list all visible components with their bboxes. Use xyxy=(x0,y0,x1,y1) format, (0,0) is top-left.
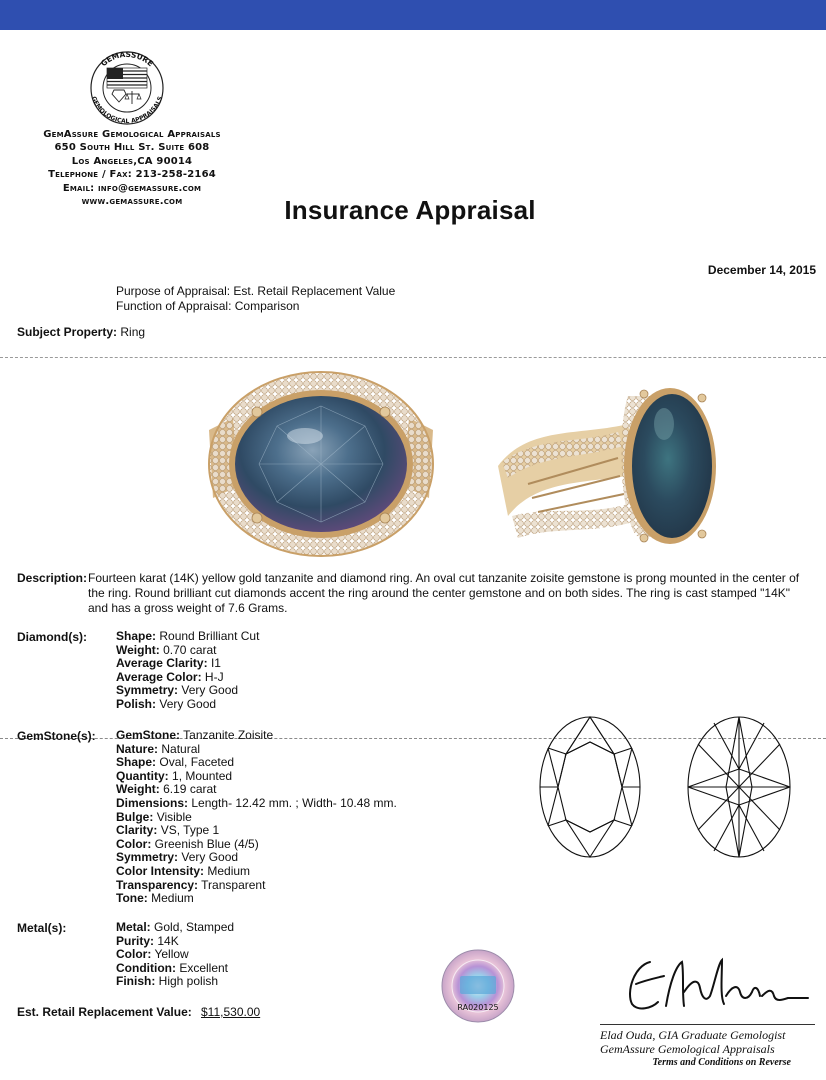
company-street: 650 South Hill St. Suite 608 xyxy=(54,142,210,154)
field-key: Color Intensity: xyxy=(116,863,205,878)
gemstone-intensity-row xyxy=(116,865,397,879)
field-key: Color: xyxy=(116,947,152,962)
field-key: Tone: xyxy=(116,891,148,906)
gemstone-shape-row xyxy=(116,756,397,770)
field-key: Metal: xyxy=(116,920,151,934)
hologram-serial: RA020125 xyxy=(457,1003,499,1012)
subject-value: Ring xyxy=(120,325,146,339)
divider-top xyxy=(0,357,826,358)
appraiser-name: Elad Ouda, GIA Graduate Gemologist xyxy=(600,1028,786,1042)
gemstone-type-row xyxy=(116,729,397,743)
field-value: I1 xyxy=(210,656,221,671)
oval-crown-diagram-icon xyxy=(538,714,642,860)
function-line: Function of Appraisal: Comparison xyxy=(116,299,300,313)
diamond-weight-row xyxy=(116,644,259,658)
field-key: GemStone: xyxy=(116,728,181,742)
field-key: Bulge: xyxy=(116,809,154,824)
field-value: Excellent xyxy=(179,960,229,975)
field-key: Clarity: xyxy=(116,823,158,838)
purpose-block xyxy=(116,284,395,314)
field-key: Symmetry: xyxy=(116,850,179,865)
signature-line xyxy=(600,1024,815,1025)
metal-color-row xyxy=(116,948,234,962)
gemstone-dimensions-row xyxy=(116,797,397,811)
gemstones-label: GemStone(s): xyxy=(17,729,96,743)
gemstone-nature-row xyxy=(116,743,397,757)
diamond-symmetry-row xyxy=(116,684,259,698)
company-name: GemAssure Gemological Appraisals xyxy=(43,129,221,140)
field-value: 1, Mounted xyxy=(172,768,233,783)
replacement-value-amount: $11,530.00 xyxy=(201,1005,261,1019)
metal-type-row xyxy=(116,921,234,935)
gemstone-color-row xyxy=(116,838,397,852)
company-city: Los Angeles,CA 90014 xyxy=(71,155,193,167)
field-value: Transparent xyxy=(201,877,266,892)
company-email: Email: info@gemassure.com xyxy=(62,182,202,194)
metal-condition-row xyxy=(116,962,234,976)
field-value: Length- 12.42 mm. ; Width- 10.48 mm. xyxy=(191,795,397,810)
diamonds-details xyxy=(116,630,259,712)
field-value: Medium xyxy=(207,863,251,878)
field-key: Shape: xyxy=(116,755,157,770)
diamond-shape-row xyxy=(116,630,259,644)
field-key: Weight: xyxy=(116,782,160,797)
diamond-polish-row xyxy=(116,698,259,712)
metal-finish-row xyxy=(116,975,234,989)
company-phone: Telephone / Fax: 213-258-2164 xyxy=(48,169,216,181)
field-key: Shape: xyxy=(116,629,157,643)
field-value: Visible xyxy=(156,809,192,824)
gemstone-tone-row xyxy=(116,892,397,906)
oval-pavilion-diagram-icon xyxy=(686,714,792,860)
handwritten-signature-icon xyxy=(622,952,812,1016)
field-key: Finish: xyxy=(116,974,156,989)
field-key: Nature: xyxy=(116,741,159,756)
field-key: Condition: xyxy=(116,960,176,975)
field-key: Color: xyxy=(116,836,152,851)
gemstone-bulge-row xyxy=(116,811,397,825)
description-label: Description: xyxy=(17,571,88,585)
gemstone-transparency-row xyxy=(116,879,397,893)
field-key: Purity: xyxy=(116,933,155,948)
gemstone-weight-row xyxy=(116,783,397,797)
metal-purity-row xyxy=(116,935,234,949)
appraisal-date: December 14, 2015 xyxy=(707,263,816,277)
metals-label: Metal(s): xyxy=(17,921,67,935)
appraiser-company: GemAssure Gemological Appraisals xyxy=(600,1042,775,1056)
field-value: High polish xyxy=(158,974,219,989)
field-key: Transparency: xyxy=(116,877,199,892)
field-value: 6.19 carat xyxy=(163,782,217,797)
field-value: Greenish Blue (4/5) xyxy=(154,836,259,851)
company-website: www.gemassure.com xyxy=(81,196,183,208)
field-value: Medium xyxy=(151,891,194,906)
gemstone-symmetry-row xyxy=(116,851,397,865)
field-value: Round Brilliant Cut xyxy=(159,629,260,643)
company-address-block xyxy=(14,128,250,208)
gemstone-details xyxy=(116,729,397,906)
field-value: Oval, Faceted xyxy=(159,755,235,770)
svg-text:GEMASSURE xyxy=(99,50,155,68)
gemstone-quantity-row xyxy=(116,770,397,784)
field-value: Natural xyxy=(161,741,201,756)
diamond-clarity-row xyxy=(116,657,259,671)
terms-note: Terms and Conditions on Reverse xyxy=(652,1057,791,1068)
ring-side-photo xyxy=(468,366,722,562)
gemassure-seal-icon xyxy=(82,50,172,126)
signature-block xyxy=(600,1028,815,1070)
diamonds-label: Diamond(s): xyxy=(17,630,87,644)
field-value: Very Good xyxy=(159,696,217,711)
field-key: Polish: xyxy=(116,696,157,711)
field-value: Yellow xyxy=(154,947,189,962)
field-key: Dimensions: xyxy=(116,795,189,810)
field-value: H-J xyxy=(204,669,224,684)
field-value: 14K xyxy=(157,933,179,948)
field-key: Average Clarity: xyxy=(116,656,208,671)
ring-front-photo xyxy=(205,366,437,562)
field-key: Symmetry: xyxy=(116,683,179,698)
gemstone-clarity-row xyxy=(116,824,397,838)
description-text: Fourteen karat (14K) yellow gold tanzanite and diamond ring. An oval cut tanzanite zoisite gemstone is prong mounted in the center of the ring. Round brilliant cut diamonds accent the ring around the center gemstone and on both sides. The ring is cast stamped "14K" and has a gross weight of 7.6 Grams. xyxy=(88,571,800,615)
field-key: Quantity: xyxy=(116,768,169,783)
field-key: Average Color: xyxy=(116,669,202,684)
field-value: 0.70 carat xyxy=(163,642,217,657)
field-value: Very Good xyxy=(181,683,239,698)
subject-property xyxy=(17,325,145,339)
field-value: VS, Type 1 xyxy=(160,823,220,838)
top-color-bar xyxy=(0,0,826,30)
svg-text:GEMOLOGICAL APPRAISALS xyxy=(90,95,164,125)
metal-details xyxy=(116,921,234,989)
field-value: Very Good xyxy=(181,850,239,865)
field-value: Tanzanite Zoisite xyxy=(183,728,274,742)
diamond-color-row xyxy=(116,671,259,685)
document-title: Insurance Appraisal xyxy=(284,195,536,225)
logo-ring-top-text: GEMASSURE xyxy=(98,50,156,69)
purpose-line: Purpose of Appraisal: Est. Retail Replacement Value xyxy=(116,284,396,298)
subject-label: Subject Property: xyxy=(17,325,118,339)
security-hologram-icon xyxy=(440,948,516,1024)
logo-ring-bottom-text: GEMOLOGICAL APPRAISALS xyxy=(89,95,165,126)
field-key: Weight: xyxy=(116,642,160,657)
replacement-value-label: Est. Retail Replacement Value: xyxy=(17,1005,192,1019)
field-value: Gold, Stamped xyxy=(154,920,235,934)
